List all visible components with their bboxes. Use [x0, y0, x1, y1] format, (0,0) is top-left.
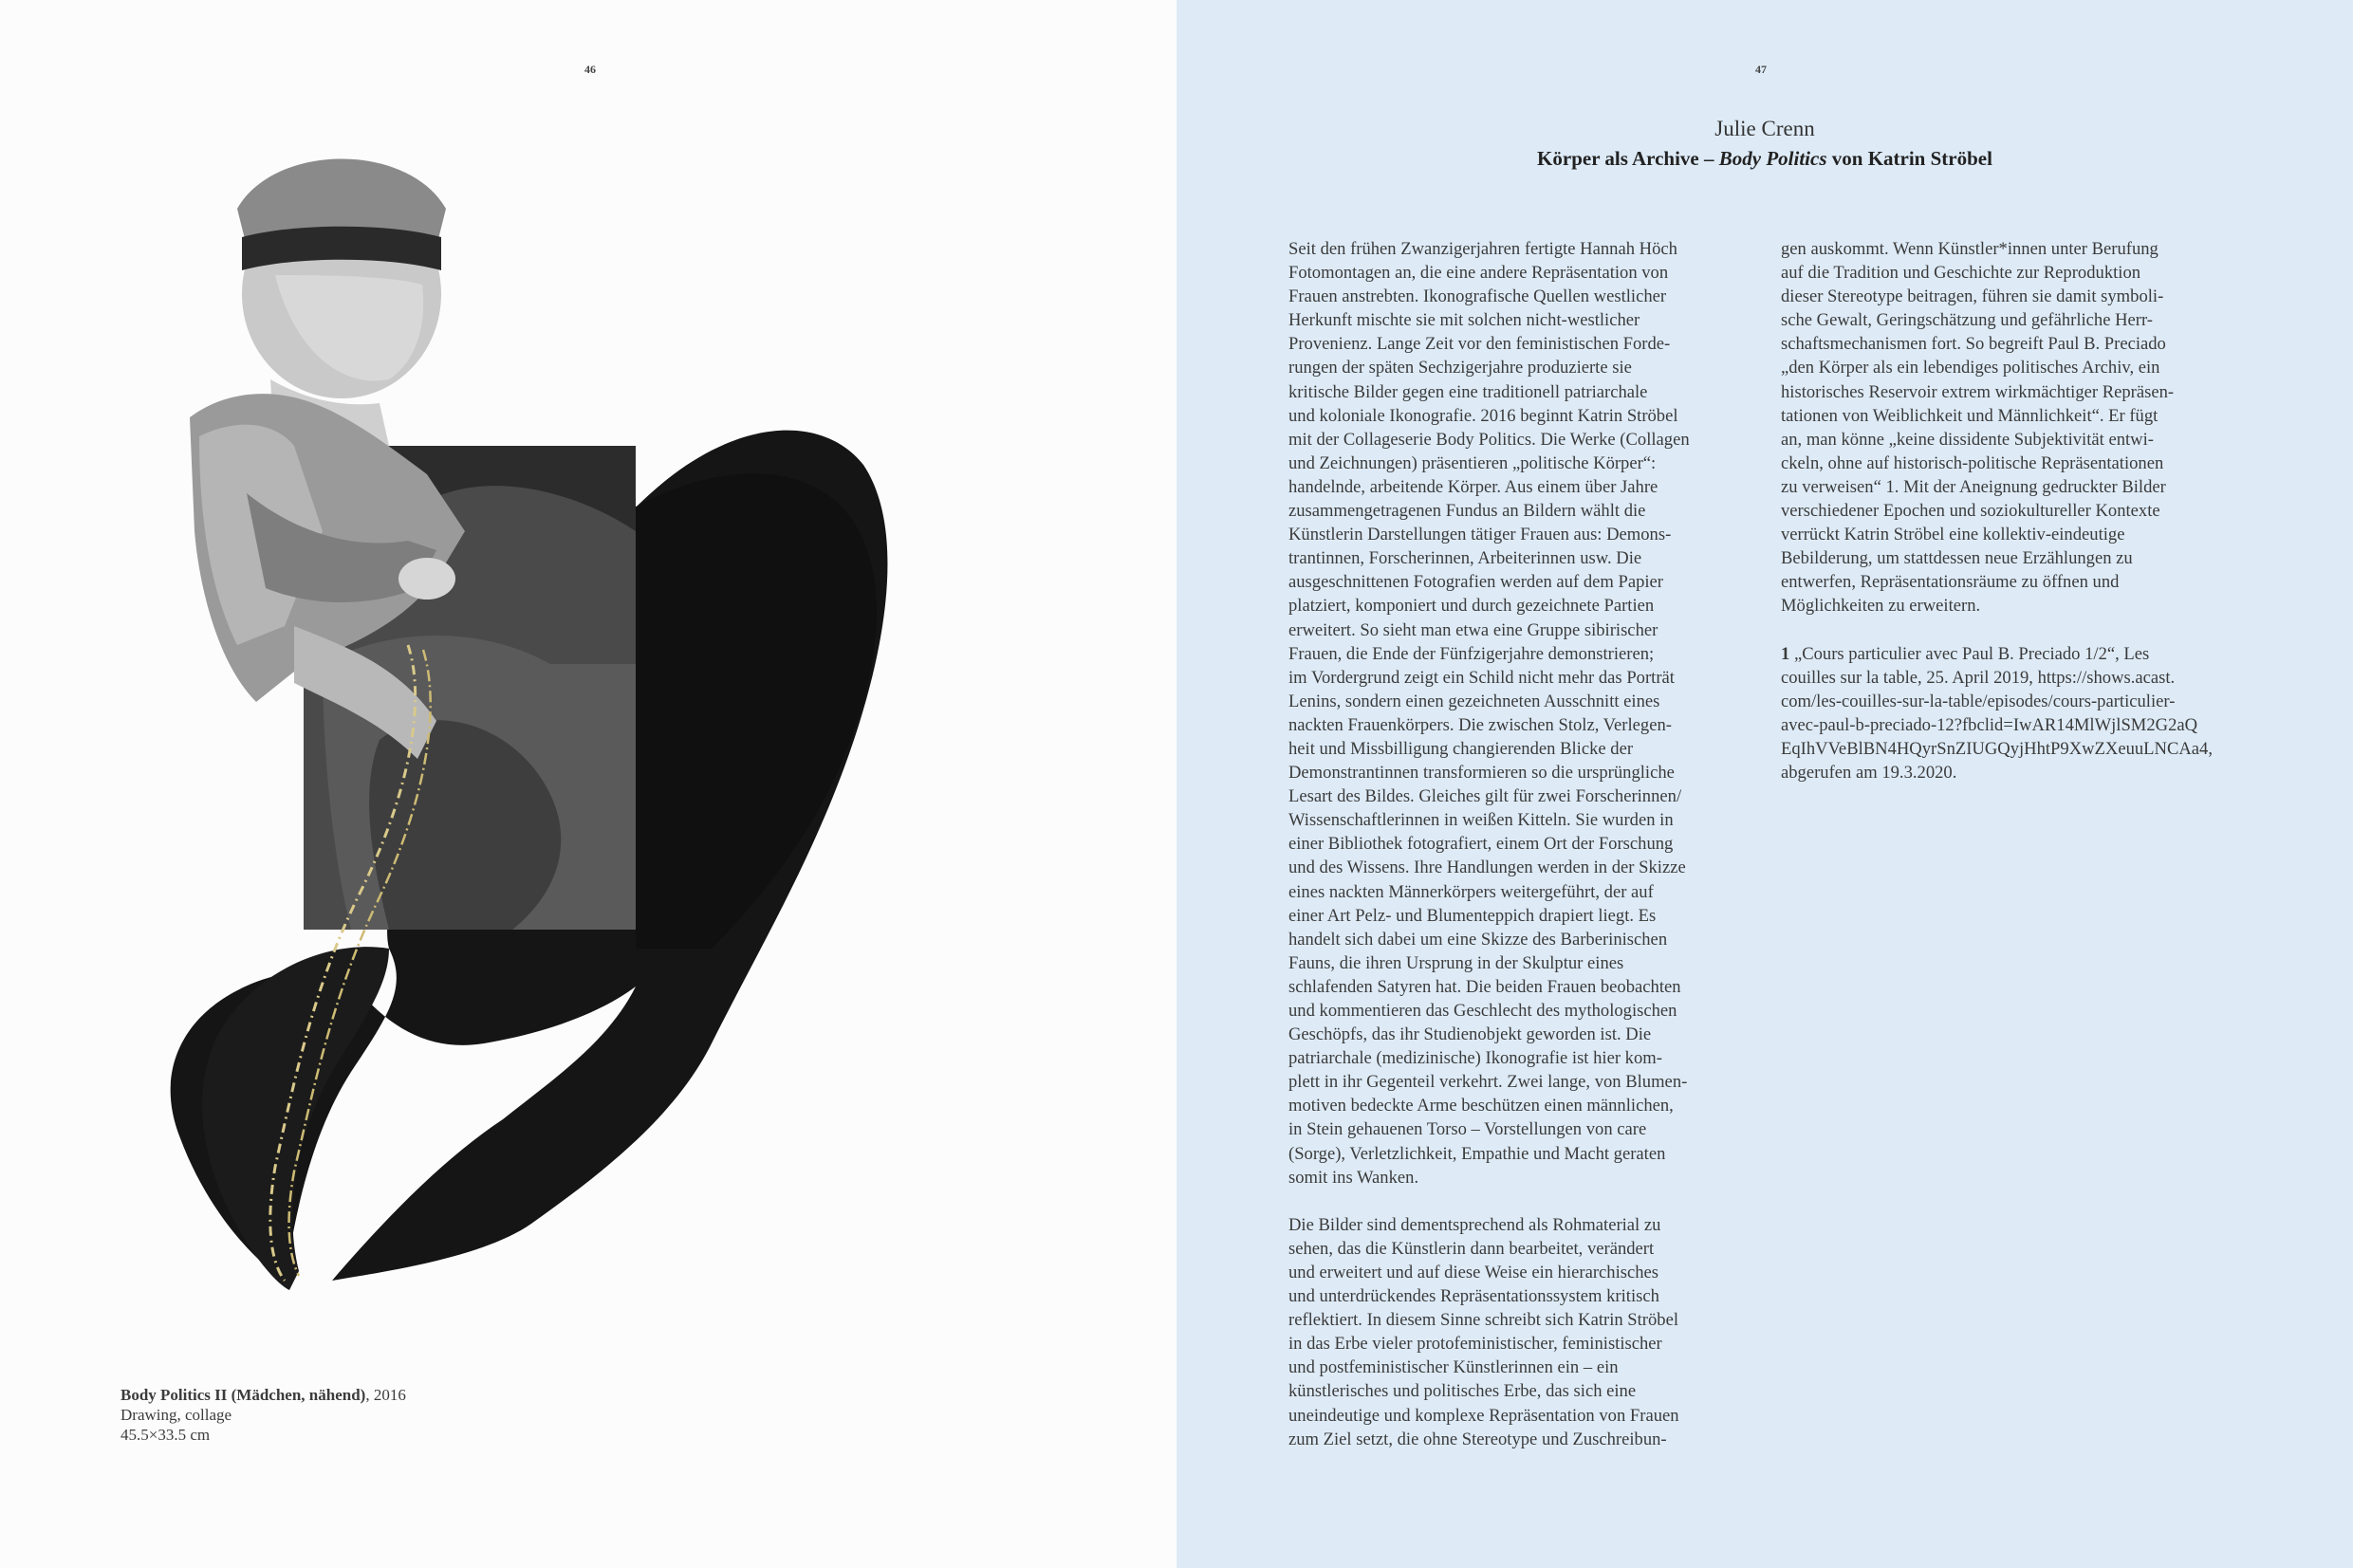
caption-title-line: [120, 1385, 406, 1405]
text-line: motiven bedeckte Arme beschützen einen männlichen,: [1288, 1096, 1674, 1116]
text-line: Lenins, sondern einen gezeichneten Ausschnitt eines: [1288, 691, 1660, 711]
footnote-line: abgerufen am 19.3.2020.: [1781, 762, 1957, 783]
text-line: einer Art Pelz- und Blumenteppich drapiert liegt. Es: [1288, 905, 1657, 926]
text-line: trantinnen, Forscherinnen, Arbeiterinnen usw. Die: [1288, 548, 1642, 569]
text-line: tationen von Weiblichkeit und Männlichkeit“. Er fügt: [1781, 405, 2158, 426]
text-line: Möglichkeiten zu erweitern.: [1781, 596, 1981, 617]
text-line: an, man könne „keine dissidente Subjektivität entwi-: [1781, 429, 2154, 450]
text-line: in das Erbe vieler protofeministischer, feministischer: [1288, 1334, 1662, 1355]
text-line: Provenienz. Lange Zeit vor den feministischen Forde-: [1288, 334, 1671, 355]
text-line: einer Bibliothek fotografiert, einem Ort der Forschung: [1288, 834, 1674, 855]
footnote-line: couilles sur la table, 25. April 2019, https://shows.acast.: [1781, 667, 2176, 688]
caption-year: , 2016: [365, 1386, 406, 1404]
text-line: zu verweisen“ 1. Mit der Aneignung gedruckter Bilder: [1781, 476, 2166, 497]
text-line: sehen, das die Künstlerin dann bearbeitet, verändert: [1288, 1238, 1655, 1259]
text-line: platziert, komponiert und durch gezeichnete Partien: [1288, 596, 1655, 617]
footnote-line: „Cours particulier avec Paul B. Preciado 1/2“, Les: [1789, 643, 2150, 664]
text-line: entwerfen, Repräsentationsräume zu öffnen und: [1781, 572, 2120, 593]
caption-medium: Drawing, collage: [120, 1406, 232, 1424]
text-line: verrückt Katrin Ströbel eine kollektiv-eindeutige: [1781, 525, 2125, 545]
text-line: und postfeministischer Künstlerinnen ein – ein: [1288, 1357, 1619, 1378]
text-line: Frauen, die Ende der Fünfzigerjahre demonstrieren;: [1288, 643, 1655, 664]
title-part-1: Körper als Archive –: [1537, 147, 1719, 170]
text-line: reflektiert. In diesem Sinne schreibt sich Katrin Ströbel: [1288, 1310, 1679, 1331]
text-line: Die Bilder sind dementsprechend als Rohmaterial zu: [1288, 1214, 1661, 1235]
text-line: Bebilderung, um stattdessen neue Erzählungen zu: [1781, 548, 2133, 569]
text-line: Fauns, die ihren Ursprung in der Skulptur eines: [1288, 952, 1624, 973]
text-line: heit und Missbilligung changierenden Blicke der: [1288, 738, 1634, 759]
text-line: schlafenden Satyren hat. Die beiden Frauen beobachten: [1288, 976, 1681, 997]
caption-dimensions: 45.5×33.5 cm: [120, 1426, 211, 1444]
text-line: ausgeschnittenen Fotografien werden auf dem Papier: [1288, 572, 1663, 593]
artwork-caption: [120, 1385, 406, 1445]
body-paragraph-2: [1288, 1213, 1725, 1451]
text-line: ckeln, ohne auf historisch-politische Repräsentationen: [1781, 452, 2164, 473]
text-line: Lesart des Bildes. Gleiches gilt für zwei Forscherinnen/: [1288, 786, 1682, 807]
text-column-1: [1288, 237, 1725, 1475]
text-line: rungen der späten Sechzigerjahre produzierte sie: [1288, 358, 1632, 378]
text-line: und unterdrückendes Repräsentationssystem kritisch: [1288, 1286, 1659, 1307]
text-line: und des Wissens. Ihre Handlungen werden in der Skizze: [1288, 858, 1686, 878]
text-line: handelnde, arbeitende Körper. Aus einem über Jahre: [1288, 476, 1658, 497]
text-line: mit der Collageserie Body Politics. Die Werke (Collagen: [1288, 429, 1690, 450]
text-line: künstlerisches und politisches Erbe, das sich eine: [1288, 1381, 1637, 1402]
text-line: patriarchale (medizinische) Ikonografie ist hier kom-: [1288, 1048, 1662, 1069]
text-line: somit ins Wanken.: [1288, 1167, 1419, 1188]
title-part-2: von Katrin Ströbel: [1826, 147, 1992, 170]
body-paragraph-1: [1288, 237, 1725, 1190]
footnote-line: com/les-couilles-sur-la-table/episodes/cours-particulier-: [1781, 691, 2176, 711]
text-line: auf die Tradition und Geschichte zur Reproduktion: [1781, 263, 2141, 284]
text-line: nackten Frauenkörpers. Die zwischen Stolz, Verlegen-: [1288, 714, 1672, 735]
caption-title: Body Politics II (Mädchen, nähend): [120, 1386, 366, 1404]
text-line: Demonstrantinnen transformieren so die ursprüngliche: [1288, 763, 1675, 784]
page-number-left: 46: [584, 63, 596, 76]
text-line: sche Gewalt, Geringschätzung und gefährliche Herr-: [1781, 310, 2153, 331]
article-author: Julie Crenn: [1714, 117, 1815, 140]
text-line: Wissenschaftlerinnen in weißen Kitteln. Sie wurden in: [1288, 810, 1674, 831]
text-line: dieser Stereotype beitragen, führen sie damit symboli-: [1781, 286, 2164, 307]
page-number-right: 47: [1755, 63, 1767, 76]
footnote-number: 1: [1781, 643, 1790, 664]
text-line: (Sorge), Verletzlichkeit, Empathie und Macht geraten: [1288, 1143, 1666, 1164]
text-line: kritische Bilder gegen eine traditionell patriarchale: [1288, 381, 1648, 402]
right-page: [1176, 0, 2353, 1568]
text-line: zum Ziel setzt, die ohne Stereotype und Zuschreibun-: [1288, 1429, 1667, 1449]
footnote-line: EqIhVVeBlBN4HQyrSnZIUGQyjHhtP9XwZXeuuLNCAa4,: [1781, 738, 2213, 759]
article-title: [1176, 144, 2353, 173]
footnote-first-line: [1781, 642, 2217, 666]
text-line: handelt sich dabei um eine Skizze des Barberinischen: [1288, 929, 1668, 950]
text-line: gen auskommt. Wenn Künstler*innen unter Berufung: [1781, 239, 2158, 259]
text-column-2: [1781, 237, 2217, 808]
text-line: zusammengetragenen Fundus an Bildern wählt die: [1288, 501, 1646, 522]
text-line: erweitert. So sieht man etwa eine Gruppe sibirischer: [1288, 619, 1658, 640]
text-line: und koloniale Ikonografie. 2016 beginnt Katrin Ströbel: [1288, 405, 1678, 426]
text-line: schaftsmechanismen fort. So begreift Paul B. Preciado: [1781, 334, 2166, 355]
footnote: [1781, 642, 2217, 785]
text-line: in Stein gehauenen Torso – Vorstellungen von care: [1288, 1119, 1647, 1140]
artwork-collage-image: [104, 133, 930, 1337]
text-line: Künstlerin Darstellungen tätiger Frauen aus: Demons-: [1288, 525, 1672, 545]
text-line: Seit den frühen Zwanzigerjahren fertigte Hannah Höch: [1288, 239, 1677, 259]
text-line: und kommentieren das Geschlecht des mythologischen: [1288, 1001, 1677, 1021]
left-page: [0, 0, 1176, 1568]
text-line: uneindeutige und komplexe Repräsentation von Frauen: [1288, 1405, 1679, 1426]
text-line: „den Körper als ein lebendiges politisches Archiv, ein: [1781, 358, 2160, 378]
text-line: Frauen anstrebten. Ikonografische Quellen westlicher: [1288, 286, 1667, 307]
text-line: Fotomontagen an, die eine andere Repräsentation von: [1288, 263, 1669, 284]
text-line: eines nackten Männerkörpers weitergeführt, der auf: [1288, 881, 1654, 902]
text-line: Geschöpfs, das ihr Studienobjekt geworden ist. Die: [1288, 1024, 1652, 1045]
text-line: historisches Reservoir extrem wirkmächtiger Repräsen-: [1781, 381, 2175, 402]
body-paragraph-3: [1781, 237, 2217, 618]
text-line: und Zeichnungen) präsentieren „politische Körper“:: [1288, 452, 1657, 473]
title-italic: Body Politics: [1718, 147, 1827, 170]
text-line: und erweitert und auf diese Weise ein hierarchisches: [1288, 1262, 1659, 1282]
article-header: [1176, 116, 2353, 173]
footnote-line: avec-paul-b-preciado-12?fbclid=IwAR14MlWjlSM2G2aQ: [1781, 714, 2198, 735]
text-line: plett in ihr Gegenteil verkehrt. Zwei lange, von Blumen-: [1288, 1072, 1688, 1093]
text-line: im Vordergrund zeigt ein Schild nicht mehr das Porträt: [1288, 667, 1675, 688]
text-line: Herkunft mischte sie mit solchen nicht-westlicher: [1288, 310, 1640, 331]
text-line: verschiedener Epochen und soziokultureller Kontexte: [1781, 501, 2160, 522]
